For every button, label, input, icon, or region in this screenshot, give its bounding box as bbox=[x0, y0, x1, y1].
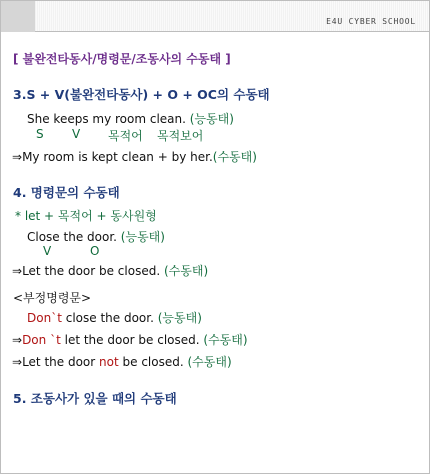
arrow-icon: ⇒ bbox=[12, 150, 23, 164]
lesson-title: [ 불완전타동사/명령문/조동사의 수동태 ] bbox=[13, 52, 231, 66]
active-voice-tag: (능동태) bbox=[157, 311, 202, 325]
section4-active-sentence bbox=[27, 228, 165, 245]
arrow-icon: ⇒ bbox=[12, 355, 23, 369]
passive-sentence-text: Let the door be closed. bbox=[22, 264, 161, 278]
negative-passive-sentence-1 bbox=[12, 331, 248, 348]
dont-emphasis: Don`t bbox=[27, 311, 62, 325]
negative-active-sentence bbox=[27, 309, 202, 326]
sentence-after: be closed. bbox=[122, 355, 184, 369]
section5-heading: 5. 조동사가 있을 때의 수동태 bbox=[13, 391, 177, 406]
dont-emphasis: Don `t bbox=[22, 333, 61, 347]
header-corner-block bbox=[1, 1, 35, 32]
section4-rule: * let + 목적어 + 동사원형 bbox=[15, 209, 157, 223]
brand-label: E4U CYBER SCHOOL bbox=[326, 17, 416, 26]
passive-voice-tag: (수동태) bbox=[212, 150, 257, 164]
negative-imperative-heading: <부정명령문> bbox=[13, 291, 92, 305]
arrow-icon: ⇒ bbox=[12, 333, 23, 347]
sentence-before: Let the door bbox=[22, 355, 96, 369]
label-object: O bbox=[90, 244, 100, 258]
passive-voice-tag: (수동태) bbox=[187, 355, 232, 369]
active-sentence-text: She keeps my room clean. bbox=[27, 112, 186, 126]
passive-voice-tag: (수동태) bbox=[203, 333, 248, 347]
active-sentence-text: Close the door. bbox=[27, 230, 117, 244]
sentence-rest: close the door. bbox=[65, 311, 154, 325]
section3-passive-sentence bbox=[12, 148, 257, 165]
active-voice-tag: (능동태) bbox=[189, 112, 234, 126]
label-subject: S bbox=[36, 127, 44, 141]
section4-heading: 4. 명령문의 수동태 bbox=[13, 185, 120, 200]
label-object-complement: 목적보어 bbox=[157, 129, 204, 143]
not-emphasis: not bbox=[99, 355, 119, 369]
passive-voice-tag: (수동태) bbox=[163, 264, 209, 278]
arrow-icon: ⇒ bbox=[12, 264, 23, 278]
label-object: 목적어 bbox=[108, 129, 143, 143]
active-voice-tag: (능동태) bbox=[120, 230, 165, 244]
negative-passive-sentence-2 bbox=[12, 353, 232, 370]
sentence-rest: let the door be closed. bbox=[64, 333, 200, 347]
header-divider bbox=[35, 31, 429, 32]
section3-active-sentence bbox=[27, 110, 234, 127]
label-verb: V bbox=[72, 127, 81, 141]
passive-sentence-text: My room is kept clean + by her. bbox=[22, 150, 213, 164]
label-verb: V bbox=[43, 244, 52, 258]
section3-heading: 3.S + V(불완전타동사) + O + OC의 수동태 bbox=[13, 87, 270, 102]
section4-passive-sentence bbox=[12, 262, 208, 279]
